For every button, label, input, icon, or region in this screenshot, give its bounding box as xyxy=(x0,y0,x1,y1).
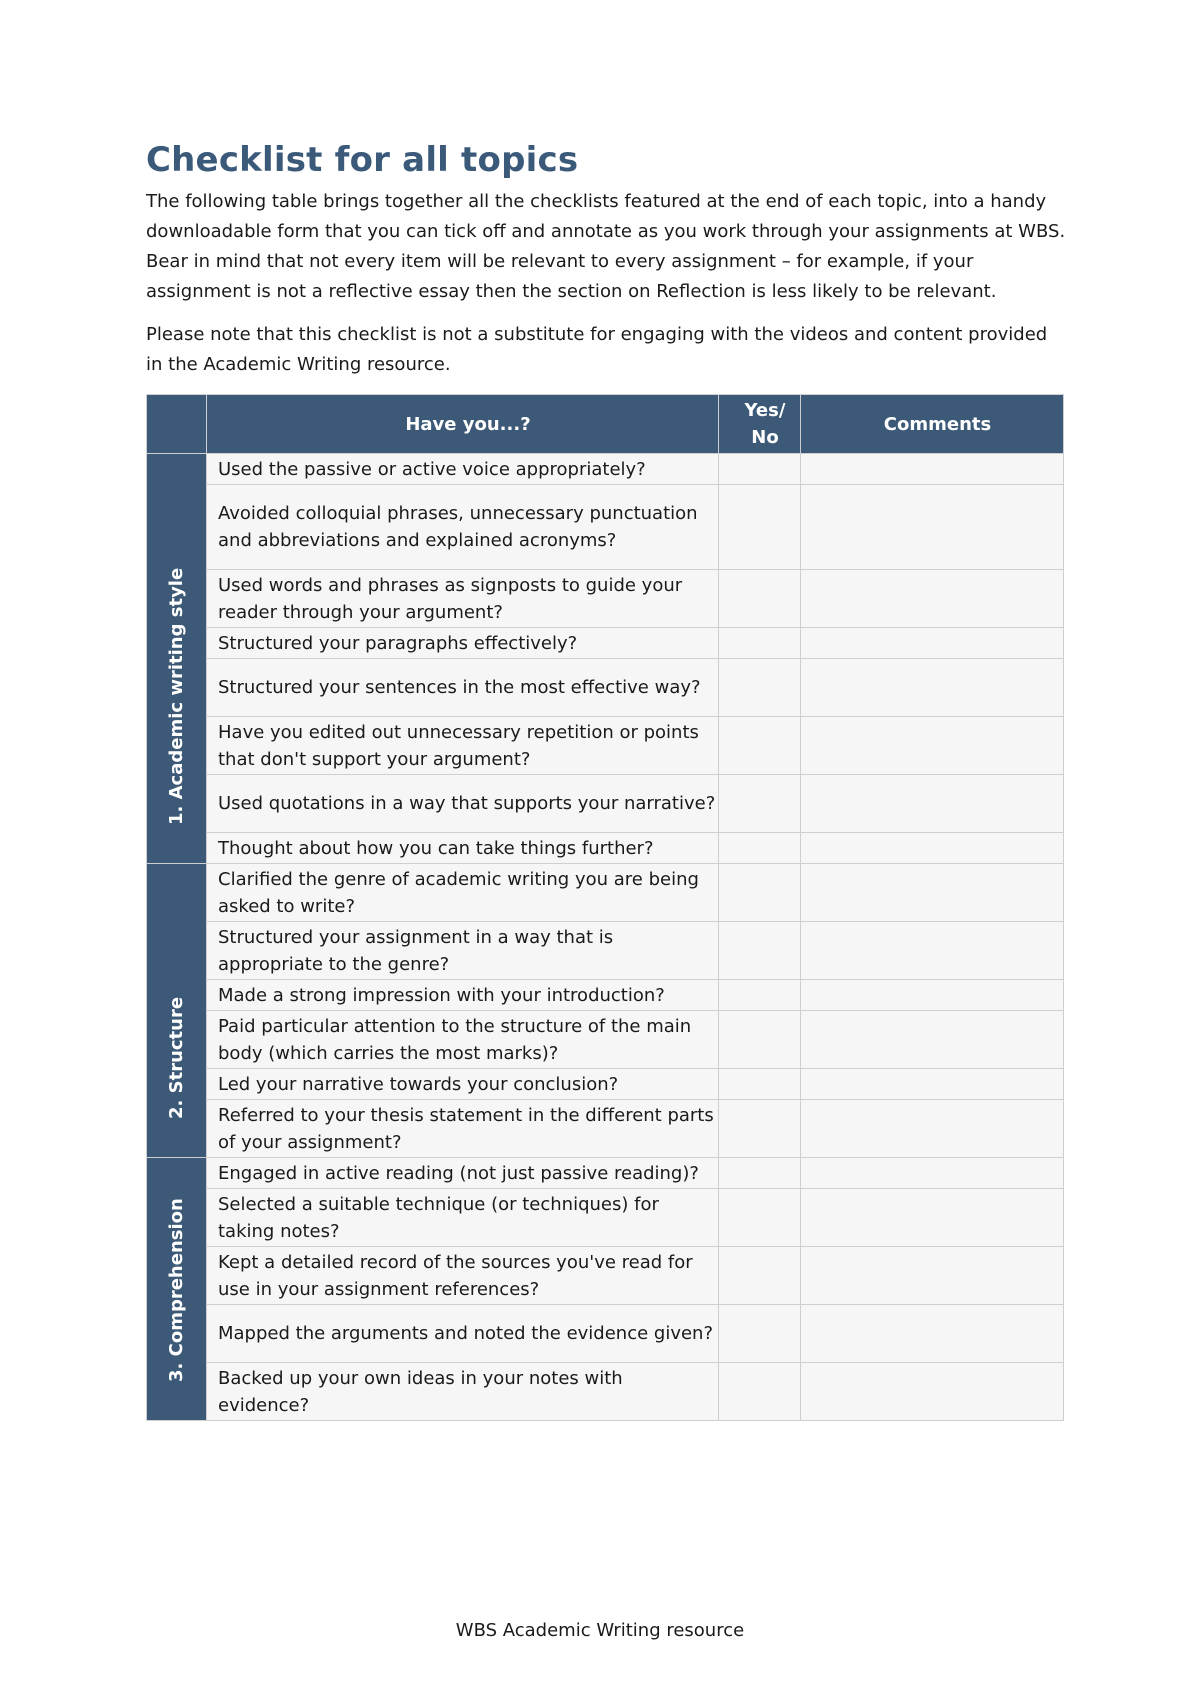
question-cell: Used quotations in a way that supports your narrative? xyxy=(207,775,719,833)
comment-cell[interactable] xyxy=(801,1158,1064,1189)
header-blank-cell xyxy=(147,395,207,454)
comment-cell[interactable] xyxy=(801,1011,1064,1069)
comment-cell[interactable] xyxy=(801,1305,1064,1363)
comment-cell[interactable] xyxy=(801,1247,1064,1305)
table-row xyxy=(147,1189,1064,1247)
question-cell: Structured your sentences in the most effective way? xyxy=(207,659,719,717)
header-question: Have you...? xyxy=(207,395,719,454)
comment-cell[interactable] xyxy=(801,454,1064,485)
table-row xyxy=(147,1158,1064,1189)
table-row xyxy=(147,628,1064,659)
table-row xyxy=(147,1011,1064,1069)
table-row xyxy=(147,1100,1064,1158)
question-cell: Structured your assignment in a way that is appropriate to the genre? xyxy=(207,922,719,980)
comment-cell[interactable] xyxy=(801,659,1064,717)
checklist-table xyxy=(146,394,1064,1421)
section-label-structure xyxy=(147,864,207,1158)
question-cell: Made a strong impression with your introduction? xyxy=(207,980,719,1011)
question-cell: Engaged in active reading (not just passive reading)? xyxy=(207,1158,719,1189)
table-row xyxy=(147,864,1064,922)
comment-cell[interactable] xyxy=(801,1363,1064,1421)
yes-no-cell[interactable] xyxy=(719,1189,801,1247)
yes-no-cell[interactable] xyxy=(719,922,801,980)
yes-no-cell[interactable] xyxy=(719,1158,801,1189)
question-cell: Avoided colloquial phrases, unnecessary punctuation and abbreviations and explained acronyms? xyxy=(207,485,719,570)
comment-cell[interactable] xyxy=(801,833,1064,864)
yes-no-cell[interactable] xyxy=(719,980,801,1011)
table-row xyxy=(147,922,1064,980)
table-row xyxy=(147,1247,1064,1305)
question-cell: Used the passive or active voice appropriately? xyxy=(207,454,719,485)
question-cell: Structured your paragraphs effectively? xyxy=(207,628,719,659)
table-row xyxy=(147,717,1064,775)
intro-paragraph: The following table brings together all the checklists featured at the end of each topic, into a handy downloadable form that you can tick off and annotate as you work through your assignments at WBS. Bear in mind that not every item will be relevant to every assignment – for example, if your assignment is not a reflective essay then the section on Reflection is less likely to be relevant. xyxy=(146,191,1066,302)
table-row xyxy=(147,775,1064,833)
comment-cell[interactable] xyxy=(801,1189,1064,1247)
yes-no-cell[interactable] xyxy=(719,775,801,833)
yes-no-cell[interactable] xyxy=(719,454,801,485)
yes-no-cell[interactable] xyxy=(719,1247,801,1305)
yes-no-cell[interactable] xyxy=(719,570,801,628)
table-row xyxy=(147,1069,1064,1100)
comment-cell[interactable] xyxy=(801,980,1064,1011)
header-yes-label: Yes/ xyxy=(744,400,786,421)
header-comments: Comments xyxy=(801,395,1064,454)
page-title: Checklist for all topics xyxy=(146,140,579,180)
comment-cell[interactable] xyxy=(801,922,1064,980)
header-yes-no xyxy=(719,395,801,454)
table-row xyxy=(147,980,1064,1011)
comment-cell[interactable] xyxy=(801,1069,1064,1100)
comment-cell[interactable] xyxy=(801,1100,1064,1158)
table-row xyxy=(147,1305,1064,1363)
question-cell: Referred to your thesis statement in the different parts of your assignment? xyxy=(207,1100,719,1158)
comment-cell[interactable] xyxy=(801,570,1064,628)
comment-cell[interactable] xyxy=(801,717,1064,775)
question-cell: Thought about how you can take things further? xyxy=(207,833,719,864)
question-cell: Paid particular attention to the structure of the main body (which carries the most marks)? xyxy=(207,1011,719,1069)
yes-no-cell[interactable] xyxy=(719,659,801,717)
comment-cell[interactable] xyxy=(801,485,1064,570)
page-footer: WBS Academic Writing resource xyxy=(455,1620,745,1641)
comment-cell[interactable] xyxy=(801,628,1064,659)
question-cell: Selected a suitable technique (or techniques) for taking notes? xyxy=(207,1189,719,1247)
yes-no-cell[interactable] xyxy=(719,717,801,775)
section-title: 2. Structure xyxy=(165,996,187,1119)
yes-no-cell[interactable] xyxy=(719,1011,801,1069)
question-cell: Kept a detailed record of the sources you've read for use in your assignment references? xyxy=(207,1247,719,1305)
question-cell: Have you edited out unnecessary repetition or points that don't support your argument? xyxy=(207,717,719,775)
yes-no-cell[interactable] xyxy=(719,864,801,922)
section-label-comprehension xyxy=(147,1158,207,1421)
section-title: 1. Academic writing style xyxy=(165,567,187,825)
table-row xyxy=(147,1363,1064,1421)
table-row xyxy=(147,485,1064,570)
section-label-academic-writing-style xyxy=(147,454,207,864)
comment-cell[interactable] xyxy=(801,864,1064,922)
question-cell: Led your narrative towards your conclusion? xyxy=(207,1069,719,1100)
table-row xyxy=(147,659,1064,717)
note-paragraph: Please note that this checklist is not a substitute for engaging with the videos and content provided in the Academic Writing resource. xyxy=(146,324,1048,375)
table-row xyxy=(147,454,1064,485)
yes-no-cell[interactable] xyxy=(719,1363,801,1421)
header-no-label: No xyxy=(751,427,779,448)
yes-no-cell[interactable] xyxy=(719,628,801,659)
yes-no-cell[interactable] xyxy=(719,485,801,570)
question-cell: Used words and phrases as signposts to guide your reader through your argument? xyxy=(207,570,719,628)
table-row xyxy=(147,570,1064,628)
comment-cell[interactable] xyxy=(801,775,1064,833)
yes-no-cell[interactable] xyxy=(719,1305,801,1363)
table-row xyxy=(147,833,1064,864)
yes-no-cell[interactable] xyxy=(719,1100,801,1158)
question-cell: Mapped the arguments and noted the evidence given? xyxy=(207,1305,719,1363)
question-cell: Backed up your own ideas in your notes with evidence? xyxy=(207,1363,719,1421)
header-row xyxy=(147,395,1064,454)
question-cell: Clarified the genre of academic writing you are being asked to write? xyxy=(207,864,719,922)
section-title: 3. Comprehension xyxy=(165,1198,187,1382)
yes-no-cell[interactable] xyxy=(719,833,801,864)
yes-no-cell[interactable] xyxy=(719,1069,801,1100)
